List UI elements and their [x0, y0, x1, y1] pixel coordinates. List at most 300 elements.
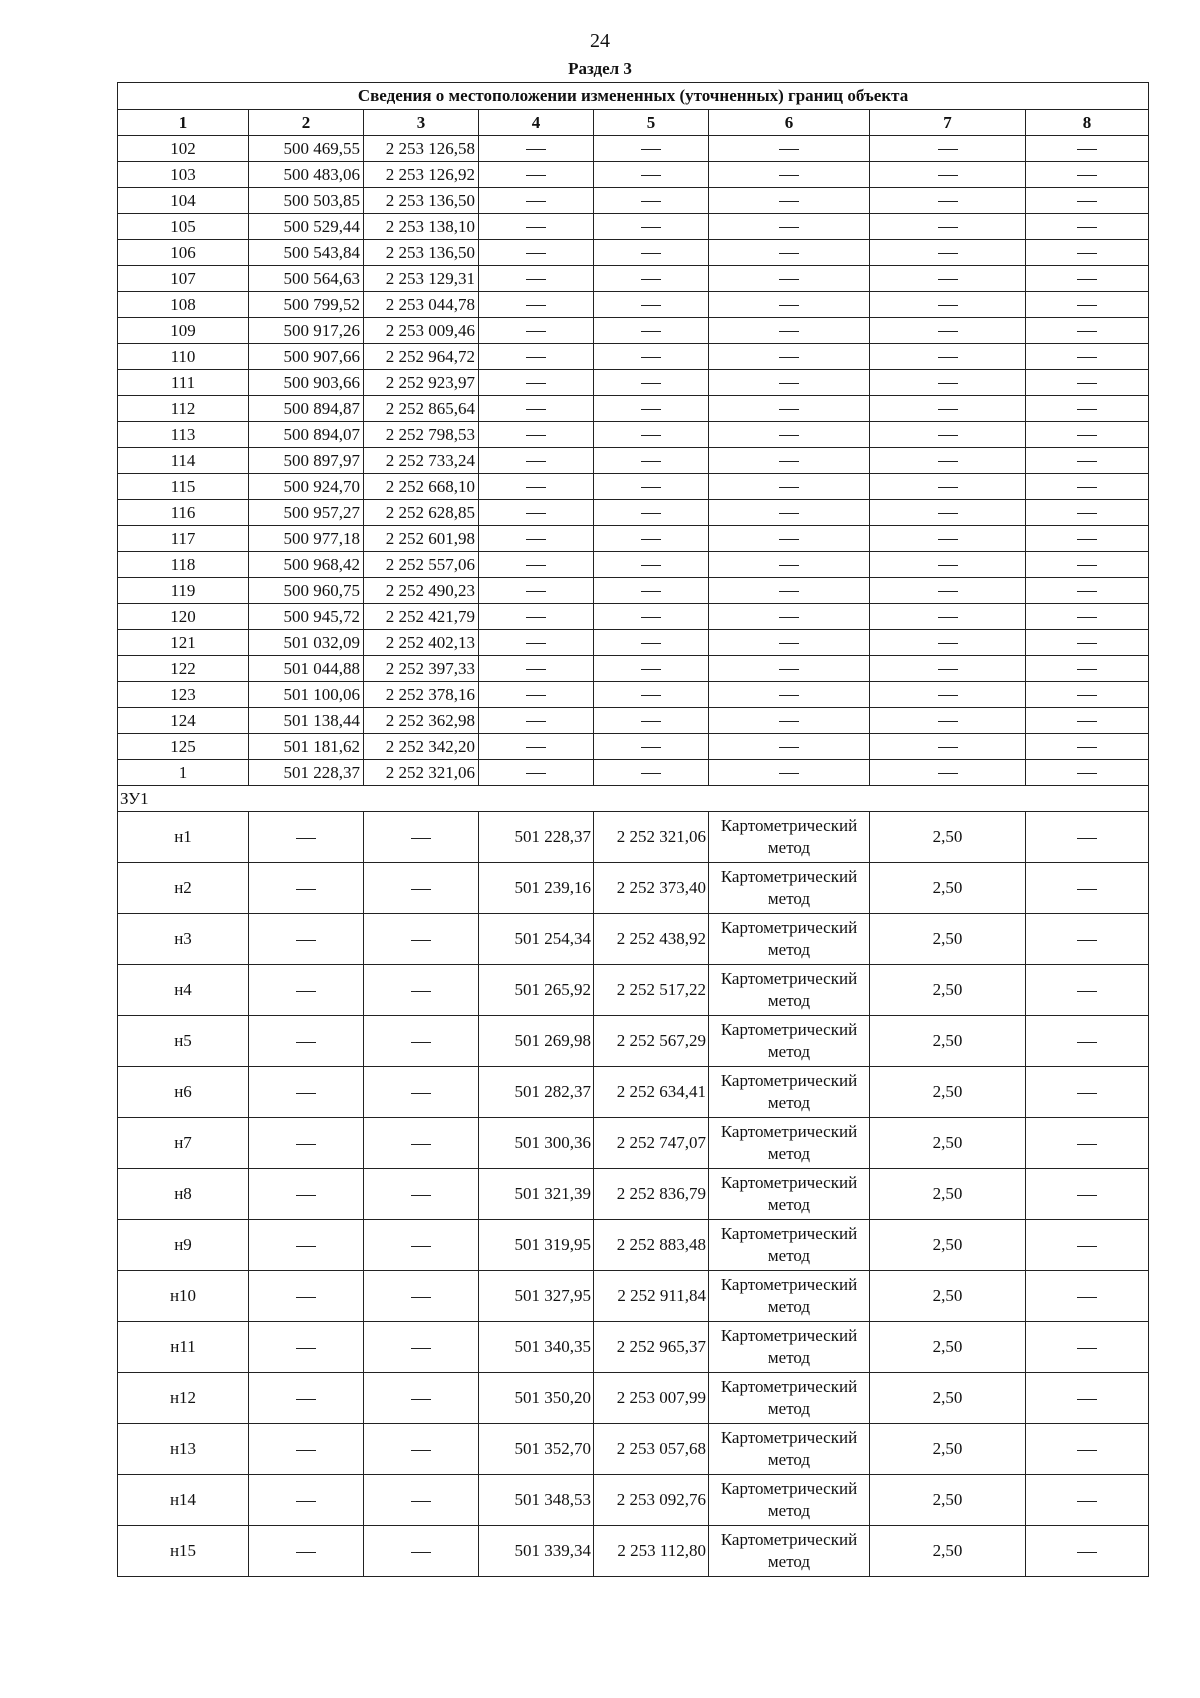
- coord-x: 500 469,55: [249, 136, 364, 162]
- coord-x: 501 300,36: [479, 1118, 594, 1169]
- dash-mark: [526, 357, 546, 358]
- dash-mark: [1077, 279, 1097, 280]
- point-number: н15: [118, 1526, 249, 1577]
- empty-cell: [1026, 578, 1149, 604]
- point-number: 124: [118, 708, 249, 734]
- empty-cell: [870, 396, 1026, 422]
- accuracy: 2,50: [870, 863, 1026, 914]
- table-row: [118, 708, 1149, 734]
- dash-mark: [1077, 1399, 1097, 1400]
- coord-x: 501 350,20: [479, 1373, 594, 1424]
- method: Картометрический метод: [709, 1016, 870, 1067]
- coord-y: 2 252 342,20: [364, 734, 479, 760]
- empty-cell: [249, 812, 364, 863]
- dash-mark: [938, 565, 958, 566]
- dash-mark: [641, 201, 661, 202]
- boundary-table: [117, 82, 1149, 1577]
- accuracy: 2,50: [870, 1118, 1026, 1169]
- coord-y: 2 253 136,50: [364, 240, 479, 266]
- empty-cell: [1026, 396, 1149, 422]
- point-number: н8: [118, 1169, 249, 1220]
- table-row: [118, 914, 1149, 965]
- empty-cell: [709, 136, 870, 162]
- empty-cell: [594, 214, 709, 240]
- dash-mark: [296, 940, 316, 941]
- dash-mark: [779, 773, 799, 774]
- dash-mark: [526, 175, 546, 176]
- dash-mark: [779, 279, 799, 280]
- dash-mark: [779, 305, 799, 306]
- empty-cell: [479, 500, 594, 526]
- point-number: 112: [118, 396, 249, 422]
- accuracy: 2,50: [870, 1475, 1026, 1526]
- dash-mark: [296, 991, 316, 992]
- dash-mark: [526, 487, 546, 488]
- empty-cell: [479, 318, 594, 344]
- point-number: н11: [118, 1322, 249, 1373]
- coord-x: 501 327,95: [479, 1271, 594, 1322]
- table-row: [118, 422, 1149, 448]
- empty-cell: [479, 708, 594, 734]
- point-number: н12: [118, 1373, 249, 1424]
- empty-cell: [479, 370, 594, 396]
- empty-cell: [594, 604, 709, 630]
- dash-mark: [938, 279, 958, 280]
- empty-cell: [709, 500, 870, 526]
- coord-y: 2 252 557,06: [364, 552, 479, 578]
- coord-x: 500 543,84: [249, 240, 364, 266]
- coord-y: 2 252 798,53: [364, 422, 479, 448]
- empty-cell: [709, 292, 870, 318]
- dash-mark: [641, 305, 661, 306]
- column-number-row: [118, 110, 1149, 136]
- dash-mark: [526, 201, 546, 202]
- empty-cell: [364, 1118, 479, 1169]
- dash-mark: [1077, 1042, 1097, 1043]
- dash-mark: [779, 435, 799, 436]
- coord-x: 500 924,70: [249, 474, 364, 500]
- empty-cell: [594, 578, 709, 604]
- dash-mark: [641, 747, 661, 748]
- dash-mark: [779, 565, 799, 566]
- dash-mark: [1077, 435, 1097, 436]
- coord-y: 2 253 009,46: [364, 318, 479, 344]
- table-row: [118, 240, 1149, 266]
- table-row: [118, 578, 1149, 604]
- empty-cell: [479, 656, 594, 682]
- empty-cell: [364, 1373, 479, 1424]
- empty-cell: [870, 266, 1026, 292]
- coord-x: 500 957,27: [249, 500, 364, 526]
- method: Картометрический метод: [709, 1118, 870, 1169]
- column-number: 1: [118, 110, 249, 136]
- coord-y: 2 253 112,80: [594, 1526, 709, 1577]
- empty-cell: [1026, 863, 1149, 914]
- empty-cell: [870, 708, 1026, 734]
- coord-x: 500 503,85: [249, 188, 364, 214]
- empty-cell: [249, 1220, 364, 1271]
- dash-mark: [938, 461, 958, 462]
- empty-cell: [249, 1118, 364, 1169]
- dash-mark: [1077, 591, 1097, 592]
- empty-cell: [709, 266, 870, 292]
- table-row: [118, 656, 1149, 682]
- method: Картометрический метод: [709, 1322, 870, 1373]
- empty-cell: [249, 1169, 364, 1220]
- coord-x: 501 352,70: [479, 1424, 594, 1475]
- method: Картометрический метод: [709, 1424, 870, 1475]
- empty-cell: [1026, 448, 1149, 474]
- dash-mark: [641, 331, 661, 332]
- dash-mark: [1077, 1501, 1097, 1502]
- empty-cell: [709, 448, 870, 474]
- empty-cell: [870, 630, 1026, 656]
- dash-mark: [938, 539, 958, 540]
- dash-mark: [641, 565, 661, 566]
- empty-cell: [364, 1220, 479, 1271]
- dash-mark: [641, 409, 661, 410]
- dash-mark: [779, 539, 799, 540]
- dash-mark: [641, 435, 661, 436]
- empty-cell: [709, 656, 870, 682]
- dash-mark: [1077, 747, 1097, 748]
- empty-cell: [1026, 1475, 1149, 1526]
- dash-mark: [1077, 331, 1097, 332]
- empty-cell: [870, 656, 1026, 682]
- table-row: [118, 1271, 1149, 1322]
- table-row: [118, 1220, 1149, 1271]
- group-label: ЗУ1: [118, 786, 1149, 812]
- method: Картометрический метод: [709, 1220, 870, 1271]
- empty-cell: [479, 630, 594, 656]
- dash-mark: [1077, 149, 1097, 150]
- coord-x: 500 894,87: [249, 396, 364, 422]
- coord-y: 2 252 438,92: [594, 914, 709, 965]
- empty-cell: [594, 240, 709, 266]
- empty-cell: [870, 578, 1026, 604]
- empty-cell: [1026, 162, 1149, 188]
- empty-cell: [479, 188, 594, 214]
- dash-mark: [1077, 383, 1097, 384]
- empty-cell: [594, 474, 709, 500]
- table-row: [118, 266, 1149, 292]
- dash-mark: [938, 773, 958, 774]
- dash-mark: [526, 305, 546, 306]
- empty-cell: [1026, 914, 1149, 965]
- coord-x: 501 138,44: [249, 708, 364, 734]
- table-row: [118, 1169, 1149, 1220]
- empty-cell: [709, 422, 870, 448]
- dash-mark: [526, 617, 546, 618]
- table-row: [118, 1118, 1149, 1169]
- point-number: 121: [118, 630, 249, 656]
- dash-mark: [938, 669, 958, 670]
- empty-cell: [364, 1322, 479, 1373]
- dash-mark: [411, 1450, 431, 1451]
- empty-cell: [594, 734, 709, 760]
- table-caption: Сведения о местоположении измененных (уточненных) границ объекта: [118, 83, 1149, 110]
- accuracy: 2,50: [870, 1526, 1026, 1577]
- empty-cell: [364, 1067, 479, 1118]
- empty-cell: [249, 1373, 364, 1424]
- coord-x: 501 269,98: [479, 1016, 594, 1067]
- table-row: [118, 1322, 1149, 1373]
- method: Картометрический метод: [709, 1373, 870, 1424]
- empty-cell: [479, 448, 594, 474]
- dash-mark: [779, 695, 799, 696]
- empty-cell: [870, 240, 1026, 266]
- empty-cell: [709, 682, 870, 708]
- method: Картометрический метод: [709, 812, 870, 863]
- table-row: [118, 1526, 1149, 1577]
- point-number: 111: [118, 370, 249, 396]
- coord-x: 501 321,39: [479, 1169, 594, 1220]
- coord-x: 501 044,88: [249, 656, 364, 682]
- dash-mark: [1077, 1552, 1097, 1553]
- coord-y: 2 252 836,79: [594, 1169, 709, 1220]
- column-number: 6: [709, 110, 870, 136]
- dash-mark: [938, 695, 958, 696]
- empty-cell: [1026, 1169, 1149, 1220]
- empty-cell: [479, 344, 594, 370]
- empty-cell: [709, 214, 870, 240]
- dash-mark: [779, 747, 799, 748]
- coord-y: 2 252 373,40: [594, 863, 709, 914]
- dash-mark: [779, 331, 799, 332]
- table-row: [118, 1067, 1149, 1118]
- empty-cell: [594, 526, 709, 552]
- coord-y: 2 252 865,64: [364, 396, 479, 422]
- empty-cell: [709, 578, 870, 604]
- coord-x: 500 897,97: [249, 448, 364, 474]
- dash-mark: [1077, 838, 1097, 839]
- dash-mark: [938, 149, 958, 150]
- empty-cell: [594, 708, 709, 734]
- point-number: 110: [118, 344, 249, 370]
- dash-mark: [938, 435, 958, 436]
- dash-mark: [1077, 409, 1097, 410]
- coord-x: 500 483,06: [249, 162, 364, 188]
- dash-mark: [1077, 1450, 1097, 1451]
- empty-cell: [594, 630, 709, 656]
- point-number: 105: [118, 214, 249, 240]
- empty-cell: [594, 344, 709, 370]
- empty-cell: [870, 136, 1026, 162]
- dash-mark: [1077, 991, 1097, 992]
- coord-y: 2 252 321,06: [364, 760, 479, 786]
- empty-cell: [479, 214, 594, 240]
- dash-mark: [1077, 513, 1097, 514]
- dash-mark: [411, 889, 431, 890]
- empty-cell: [709, 396, 870, 422]
- dash-mark: [411, 1348, 431, 1349]
- empty-cell: [870, 552, 1026, 578]
- empty-cell: [1026, 812, 1149, 863]
- coord-y: 2 253 136,50: [364, 188, 479, 214]
- empty-cell: [1026, 344, 1149, 370]
- empty-cell: [709, 188, 870, 214]
- empty-cell: [709, 318, 870, 344]
- empty-cell: [1026, 292, 1149, 318]
- coord-x: 501 340,35: [479, 1322, 594, 1373]
- coord-x: 501 228,37: [479, 812, 594, 863]
- coord-y: 2 253 138,10: [364, 214, 479, 240]
- empty-cell: [1026, 318, 1149, 344]
- table-row: [118, 396, 1149, 422]
- empty-cell: [594, 552, 709, 578]
- dash-mark: [411, 991, 431, 992]
- empty-cell: [1026, 760, 1149, 786]
- empty-cell: [1026, 656, 1149, 682]
- table-caption-row: [118, 83, 1149, 110]
- table-row: [118, 682, 1149, 708]
- dash-mark: [641, 357, 661, 358]
- empty-cell: [249, 1322, 364, 1373]
- empty-cell: [594, 682, 709, 708]
- coord-y: 2 252 517,22: [594, 965, 709, 1016]
- empty-cell: [249, 1424, 364, 1475]
- dash-mark: [526, 695, 546, 696]
- point-number: 120: [118, 604, 249, 630]
- point-number: н10: [118, 1271, 249, 1322]
- method: Картометрический метод: [709, 965, 870, 1016]
- dash-mark: [779, 201, 799, 202]
- empty-cell: [364, 1526, 479, 1577]
- method: Картометрический метод: [709, 1067, 870, 1118]
- point-number: 108: [118, 292, 249, 318]
- dash-mark: [296, 1399, 316, 1400]
- empty-cell: [479, 682, 594, 708]
- dash-mark: [526, 565, 546, 566]
- coord-y: 2 252 601,98: [364, 526, 479, 552]
- empty-cell: [364, 1169, 479, 1220]
- dash-mark: [1077, 461, 1097, 462]
- page-number: 24: [590, 30, 610, 52]
- column-number: 5: [594, 110, 709, 136]
- dash-mark: [1077, 721, 1097, 722]
- empty-cell: [364, 1016, 479, 1067]
- column-number: 4: [479, 110, 594, 136]
- empty-cell: [249, 1016, 364, 1067]
- empty-cell: [709, 708, 870, 734]
- accuracy: 2,50: [870, 1271, 1026, 1322]
- accuracy: 2,50: [870, 1373, 1026, 1424]
- coord-x: 500 799,52: [249, 292, 364, 318]
- coord-x: 500 960,75: [249, 578, 364, 604]
- coord-x: 501 254,34: [479, 914, 594, 965]
- dash-mark: [938, 721, 958, 722]
- empty-cell: [1026, 708, 1149, 734]
- dash-mark: [938, 617, 958, 618]
- empty-cell: [709, 240, 870, 266]
- coord-y: 2 253 129,31: [364, 266, 479, 292]
- dash-mark: [938, 331, 958, 332]
- empty-cell: [249, 1526, 364, 1577]
- coord-x: 501 181,62: [249, 734, 364, 760]
- empty-cell: [594, 292, 709, 318]
- empty-cell: [479, 552, 594, 578]
- point-number: н6: [118, 1067, 249, 1118]
- empty-cell: [364, 1475, 479, 1526]
- empty-cell: [364, 1271, 479, 1322]
- point-number: н9: [118, 1220, 249, 1271]
- empty-cell: [479, 240, 594, 266]
- dash-mark: [1077, 1195, 1097, 1196]
- dash-mark: [938, 357, 958, 358]
- empty-cell: [870, 292, 1026, 318]
- dash-mark: [1077, 305, 1097, 306]
- dash-mark: [1077, 487, 1097, 488]
- empty-cell: [479, 292, 594, 318]
- dash-mark: [411, 1144, 431, 1145]
- empty-cell: [870, 734, 1026, 760]
- table-row: [118, 526, 1149, 552]
- point-number: 104: [118, 188, 249, 214]
- dash-mark: [938, 253, 958, 254]
- dash-mark: [296, 1348, 316, 1349]
- dash-mark: [1077, 565, 1097, 566]
- empty-cell: [1026, 552, 1149, 578]
- empty-cell: [1026, 630, 1149, 656]
- table-row: [118, 552, 1149, 578]
- column-number: 8: [1026, 110, 1149, 136]
- dash-mark: [779, 409, 799, 410]
- coord-x: 501 228,37: [249, 760, 364, 786]
- table-row: [118, 162, 1149, 188]
- dash-mark: [1077, 1297, 1097, 1298]
- empty-cell: [1026, 965, 1149, 1016]
- empty-cell: [1026, 734, 1149, 760]
- method: Картометрический метод: [709, 1526, 870, 1577]
- table-row: [118, 474, 1149, 500]
- dash-mark: [1077, 695, 1097, 696]
- point-number: н14: [118, 1475, 249, 1526]
- point-number: н4: [118, 965, 249, 1016]
- dash-mark: [779, 175, 799, 176]
- accuracy: 2,50: [870, 1016, 1026, 1067]
- coord-y: 2 252 397,33: [364, 656, 479, 682]
- table-row: [118, 863, 1149, 914]
- point-number: 115: [118, 474, 249, 500]
- dash-mark: [526, 747, 546, 748]
- dash-mark: [411, 1195, 431, 1196]
- coord-y: 2 253 044,78: [364, 292, 479, 318]
- dash-mark: [1077, 1144, 1097, 1145]
- dash-mark: [641, 591, 661, 592]
- table-row: [118, 136, 1149, 162]
- dash-mark: [526, 331, 546, 332]
- dash-mark: [296, 1552, 316, 1553]
- table-row: [118, 1424, 1149, 1475]
- dash-mark: [641, 253, 661, 254]
- point-number: н1: [118, 812, 249, 863]
- dash-mark: [526, 669, 546, 670]
- dash-mark: [1077, 889, 1097, 890]
- table-row: [118, 1475, 1149, 1526]
- table-row: [118, 214, 1149, 240]
- empty-cell: [249, 1067, 364, 1118]
- point-number: 116: [118, 500, 249, 526]
- empty-cell: [709, 526, 870, 552]
- empty-cell: [870, 474, 1026, 500]
- dash-mark: [526, 461, 546, 462]
- dash-mark: [779, 253, 799, 254]
- table-row: [118, 1016, 1149, 1067]
- dash-mark: [641, 175, 661, 176]
- empty-cell: [1026, 1118, 1149, 1169]
- dash-mark: [938, 227, 958, 228]
- empty-cell: [364, 1424, 479, 1475]
